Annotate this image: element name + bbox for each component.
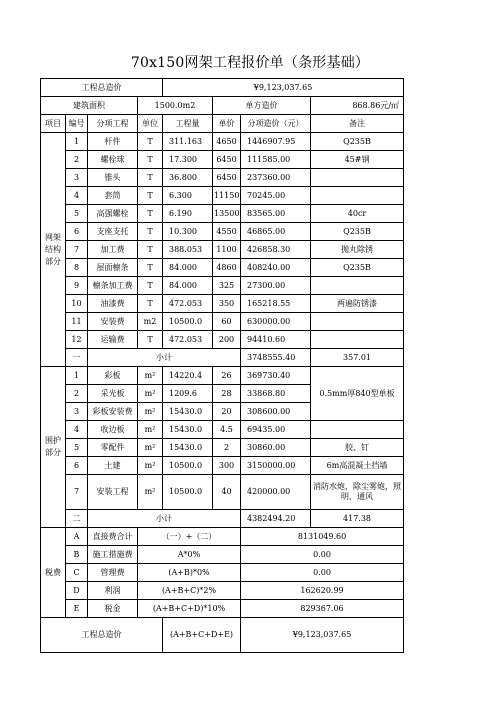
remark: 45#钢 xyxy=(311,151,404,169)
unit: m2 xyxy=(138,313,163,331)
item-name: 安装费 xyxy=(88,313,138,331)
table-row xyxy=(41,169,404,187)
row-number: 1 xyxy=(66,133,88,151)
table-row xyxy=(41,439,404,457)
subtotal-value: 4382494.20 xyxy=(241,510,311,528)
quantity: 472.053 xyxy=(163,331,213,349)
unit-price: 4.5 xyxy=(213,421,241,439)
unit-price: 6450 xyxy=(213,151,241,169)
quantity: 6.190 xyxy=(163,205,213,223)
remark xyxy=(311,187,404,205)
remark: 0.5mm厚840型单板 xyxy=(311,367,404,421)
row-number: 6 xyxy=(66,223,88,241)
unit: T xyxy=(138,223,163,241)
item-cost: 237360.00 xyxy=(241,169,311,187)
row-number: 3 xyxy=(66,403,88,421)
quantity: 84.000 xyxy=(163,259,213,277)
item-name: 零配件 xyxy=(88,439,138,457)
item-cost: 420000.00 xyxy=(241,475,311,510)
formula: (A+B+C)*2% xyxy=(138,582,241,600)
item-name: 彩板安装费 xyxy=(88,403,138,421)
table-row xyxy=(41,600,404,618)
remark xyxy=(311,169,404,187)
section-label: 税费 xyxy=(41,528,66,618)
col-header: 单位 xyxy=(138,115,163,133)
quantity: 15430.0 xyxy=(163,439,213,457)
item-name: 支座支托 xyxy=(88,223,138,241)
table-row xyxy=(41,295,404,313)
item-cost: 162620.99 xyxy=(241,582,404,600)
quantity: 6.300 xyxy=(163,187,213,205)
quantity: 10500.0 xyxy=(163,313,213,331)
quantity: 10500.0 xyxy=(163,457,213,475)
item-cost: 369730.40 xyxy=(241,367,311,385)
row-number: 1 xyxy=(66,367,88,385)
unit: T xyxy=(138,187,163,205)
col-header: 编号 xyxy=(66,115,88,133)
row-number: E xyxy=(66,600,88,618)
unit: m² xyxy=(138,457,163,475)
col-header: 分项造价（元） xyxy=(241,115,311,133)
total-label: 工程总造价 xyxy=(41,79,163,97)
table-row xyxy=(41,259,404,277)
item-name: 油漆费 xyxy=(88,295,138,313)
quantity: 36.800 xyxy=(163,169,213,187)
unit: m² xyxy=(138,385,163,403)
row-number: B xyxy=(66,546,88,564)
item-cost: 94410.60 xyxy=(241,331,311,349)
item-name: 加工费 xyxy=(88,241,138,259)
quantity: 1209.6 xyxy=(163,385,213,403)
quantity: 84.000 xyxy=(163,277,213,295)
page-title: 70x150网架工程报价单（条形基础） xyxy=(130,55,370,71)
header-row xyxy=(41,115,404,133)
table-row xyxy=(41,564,404,582)
remark: 胶、钉 xyxy=(311,439,404,457)
unit: m² xyxy=(138,421,163,439)
item-cost: 165218.55 xyxy=(241,295,311,313)
subtotal-value: 3748555.40 xyxy=(241,349,311,367)
item-cost: 630000.00 xyxy=(241,313,311,331)
quantity: 388.053 xyxy=(163,241,213,259)
col-header: 分项工程 xyxy=(88,115,138,133)
unit-price: 20 xyxy=(213,403,241,421)
item-cost: 8131049.60 xyxy=(241,528,404,546)
item-name: 彩板 xyxy=(88,367,138,385)
item-name: 采光板 xyxy=(88,385,138,403)
unit-price: 2 xyxy=(213,439,241,457)
unit: m² xyxy=(138,403,163,421)
formula: A*0% xyxy=(138,546,241,564)
item-cost: 0.00 xyxy=(241,546,404,564)
row-number: 12 xyxy=(66,331,88,349)
footer-total-label: 工程总造价 xyxy=(41,618,163,653)
item-cost: 0.00 xyxy=(241,564,404,582)
item-name: 屋面檩条 xyxy=(88,259,138,277)
item-cost: 83565.00 xyxy=(241,205,311,223)
item-cost: 33868.80 xyxy=(241,385,311,403)
subtotal-label: 小计 xyxy=(88,349,241,367)
row-number: 11 xyxy=(66,313,88,331)
item-name: 利润 xyxy=(88,582,138,600)
row-number: 一 xyxy=(66,349,88,367)
item-cost: 46865.00 xyxy=(241,223,311,241)
remark xyxy=(311,277,404,295)
area-label: 建筑面积 xyxy=(41,97,138,115)
item-name: 土建 xyxy=(88,457,138,475)
unit: T xyxy=(138,241,163,259)
unit-price: 1100 xyxy=(213,241,241,259)
item-name: 高强螺栓 xyxy=(88,205,138,223)
unit: m² xyxy=(138,475,163,510)
row-number: 二 xyxy=(66,510,88,528)
total-value: ¥9,123,037.65 xyxy=(163,79,404,97)
item-cost: 3150000.00 xyxy=(241,457,311,475)
quantity: 15430.0 xyxy=(163,403,213,421)
item-cost: 408240.00 xyxy=(241,259,311,277)
remark xyxy=(311,331,404,349)
item-name: 管理费 xyxy=(88,564,138,582)
unit: T xyxy=(138,151,163,169)
unit-price: 4550 xyxy=(213,223,241,241)
formula: （一）+（二） xyxy=(138,528,241,546)
remark: Q235B xyxy=(311,133,404,151)
table-row xyxy=(41,331,404,349)
table-row xyxy=(41,277,404,295)
item-cost: 27300.00 xyxy=(241,277,311,295)
row-number: 9 xyxy=(66,277,88,295)
footer-total-value: ¥9,123,037.65 xyxy=(241,618,404,653)
subtotal-label: 小计 xyxy=(88,510,241,528)
item-name: 税金 xyxy=(88,600,138,618)
table-row xyxy=(41,313,404,331)
quantity: 15430.0 xyxy=(163,421,213,439)
unit-price: 4650 xyxy=(213,133,241,151)
item-name: 施工措施费 xyxy=(88,546,138,564)
quantity: 10500.0 xyxy=(163,475,213,510)
footer-row xyxy=(41,618,404,653)
unit-price: 13500 xyxy=(213,205,241,223)
unit: T xyxy=(138,133,163,151)
col-header: 项目 xyxy=(41,115,66,133)
unit-price: 40 xyxy=(213,475,241,510)
row-number: 3 xyxy=(66,169,88,187)
item-name: 安装工程 xyxy=(88,475,138,510)
formula: (A+B)*0% xyxy=(138,564,241,582)
item-cost: 69435.00 xyxy=(241,421,311,439)
quote-table xyxy=(40,78,404,653)
unit: m² xyxy=(138,367,163,385)
area-value: 1500.0m2 xyxy=(138,97,213,115)
quantity: 472.053 xyxy=(163,295,213,313)
row-number: 7 xyxy=(66,475,88,510)
item-name: 檩条加工费 xyxy=(88,277,138,295)
item-name: 套筒 xyxy=(88,187,138,205)
unit-price: 350 xyxy=(213,295,241,313)
subtotal-row xyxy=(41,349,404,367)
row-number: A xyxy=(66,528,88,546)
item-cost: 426858.30 xyxy=(241,241,311,259)
table-row xyxy=(41,475,404,510)
unit-price-value: 868.86元/㎡ xyxy=(311,97,404,115)
total-row xyxy=(41,79,404,97)
row-number: 2 xyxy=(66,385,88,403)
remark: Q235B xyxy=(311,259,404,277)
remark xyxy=(311,313,404,331)
section-label: 围护部分 xyxy=(41,367,66,528)
unit: T xyxy=(138,169,163,187)
remark: 40cr xyxy=(311,205,404,223)
unit-price: 28 xyxy=(213,385,241,403)
remark: Q235B xyxy=(311,223,404,241)
table-row xyxy=(41,528,404,546)
unit: T xyxy=(138,331,163,349)
unit: T xyxy=(138,277,163,295)
unit-price: 60 xyxy=(213,313,241,331)
quantity: 10.300 xyxy=(163,223,213,241)
unit-price: 200 xyxy=(213,331,241,349)
row-number: 4 xyxy=(66,187,88,205)
unit: T xyxy=(138,205,163,223)
table-row xyxy=(41,133,404,151)
row-number: 6 xyxy=(66,457,88,475)
quantity: 17.300 xyxy=(163,151,213,169)
section-label: 网架结构部分 xyxy=(41,133,66,367)
item-cost: 70245.00 xyxy=(241,187,311,205)
item-name: 收边板 xyxy=(88,421,138,439)
item-name: 杆件 xyxy=(88,133,138,151)
unit: m² xyxy=(138,439,163,457)
table-row xyxy=(41,546,404,564)
table-row xyxy=(41,241,404,259)
remark: 6m高混凝土挡墙 xyxy=(311,457,404,475)
item-cost: 1446907.95 xyxy=(241,133,311,151)
unit-price: 4860 xyxy=(213,259,241,277)
col-header: 单价 xyxy=(213,115,241,133)
row-number: 8 xyxy=(66,259,88,277)
table-row xyxy=(41,367,404,385)
remark: 消防水炮，除尘雾炮，照明，通风 xyxy=(311,475,404,510)
table-row xyxy=(41,457,404,475)
row-number: 4 xyxy=(66,421,88,439)
quantity: 311.163 xyxy=(163,133,213,151)
item-cost: 111585.00 xyxy=(241,151,311,169)
item-name: 运输费 xyxy=(88,331,138,349)
area-row xyxy=(41,97,404,115)
row-number: C xyxy=(66,564,88,582)
row-number: 5 xyxy=(66,205,88,223)
quantity: 14220.4 xyxy=(163,367,213,385)
unit-price-label: 单方造价 xyxy=(213,97,311,115)
table-row xyxy=(41,187,404,205)
item-name: 直接费合计 xyxy=(88,528,138,546)
remark xyxy=(311,421,404,439)
unit: T xyxy=(138,259,163,277)
remark: 两遍防锈漆 xyxy=(311,295,404,313)
item-name: 锥头 xyxy=(88,169,138,187)
item-name: 螺栓球 xyxy=(88,151,138,169)
unit-price: 11150 xyxy=(213,187,241,205)
table-row xyxy=(41,151,404,169)
item-cost: 30860.00 xyxy=(241,439,311,457)
unit-price: 325 xyxy=(213,277,241,295)
table-row xyxy=(41,582,404,600)
col-header: 备注 xyxy=(311,115,404,133)
footer-formula: (A+B+C+D+E) xyxy=(163,618,241,653)
table-row xyxy=(41,205,404,223)
item-cost: 829367.06 xyxy=(241,600,404,618)
row-number: D xyxy=(66,582,88,600)
item-cost: 308600.00 xyxy=(241,403,311,421)
unit-price: 300 xyxy=(213,457,241,475)
row-number: 5 xyxy=(66,439,88,457)
unit: T xyxy=(138,295,163,313)
row-number: 10 xyxy=(66,295,88,313)
table-row xyxy=(41,223,404,241)
unit-price: 26 xyxy=(213,367,241,385)
table-row xyxy=(41,421,404,439)
row-number: 7 xyxy=(66,241,88,259)
remark: 抛丸除锈 xyxy=(311,241,404,259)
row-number: 2 xyxy=(66,151,88,169)
subtotal-remark: 357.01 xyxy=(311,349,404,367)
subtotal-row xyxy=(41,510,404,528)
subtotal-remark: 417.38 xyxy=(311,510,404,528)
formula: (A+B+C+D)*10% xyxy=(138,600,241,618)
unit-price: 6450 xyxy=(213,169,241,187)
col-header: 工程量 xyxy=(163,115,213,133)
